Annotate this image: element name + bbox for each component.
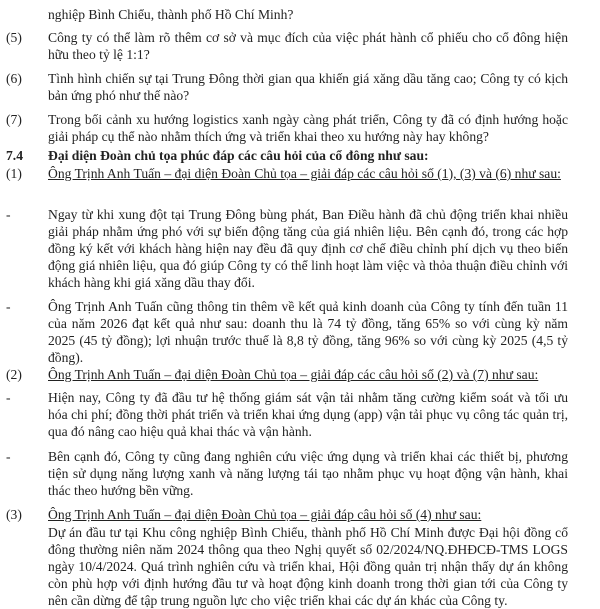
answer-2-bullet-1	[6, 389, 568, 440]
question-text: Công ty có thể làm rõ thêm cơ sở và mục đích của việc phát hành cổ phiếu cho cổ đông hiện hữu theo tỷ lệ 1:1?	[48, 30, 568, 62]
question-7	[6, 111, 568, 145]
answer-heading: Ông Trịnh Anh Tuấn – đại diện Đoàn Chủ tọa – giải đáp các câu hỏi số (2) và (7) như sau:	[48, 367, 539, 382]
item-number: (3)	[6, 507, 22, 522]
question-text: Trong bối cảnh xu hướng logistics xanh ngày càng phát triển, Công ty đã có định hướng hoặc giải pháp cụ thể nào nhằm thích ứng và triển khai theo xu hướng này hay không?	[48, 112, 568, 144]
answer-2-bullet-2	[6, 448, 568, 499]
answer-heading: Ông Trịnh Anh Tuấn – đại diện Đoàn Chủ tọa – giải đáp các câu hỏi số (1), (3) và (6) như sau:	[48, 166, 561, 181]
bullet-marker: -	[6, 449, 11, 464]
item-number: (6)	[6, 71, 22, 86]
section-number: 7.4	[6, 148, 23, 163]
section-title: Đại diện Đoàn chủ tọa phúc đáp các câu hỏi của cổ đông như sau:	[48, 148, 429, 163]
answer-2-heading	[6, 366, 568, 383]
bullet-text: Ngay từ khi xung đột tại Trung Đông bùng phát, Ban Điều hành đã chủ động triển khai nhiều giải pháp nhằm ứng phó với sự biến động tăng của giá nhiên liệu. Bên cạnh đó, trong các hợp đồng ký kết với khách hàng hiện nay đều đã quy định cơ chế điều chỉnh phí dịch vụ theo biến động giá nhiên liệu, qua đó giúp Công ty có thể linh hoạt làm việc và thỏa thuận điều chỉnh với khách hàng khi giá xăng dầu thay đổi.	[48, 207, 568, 290]
bullet-text: Ông Trịnh Anh Tuấn cũng thông tin thêm về kết quả kinh doanh của Công ty tính đến tuần 11 của năm 2026 đạt kết quả như sau: doanh thu là 74 tỷ đồng, tăng 65% so với cùng kỳ năm 2025 (45 tỷ đồng); lợi nhuận trước thuế là 8,8 tỷ đồng, tăng 96% so với cùng kỳ 2025 (4,5 tỷ đồng).	[48, 299, 568, 365]
item-number: (2)	[6, 367, 22, 382]
continuation-text: nghiệp Bình Chiểu, thành phố Hồ Chí Minh?	[48, 7, 294, 22]
question-6	[6, 70, 568, 104]
section-heading	[6, 147, 568, 164]
item-number: (7)	[6, 112, 22, 127]
item-number: (1)	[6, 166, 22, 181]
bullet-text: Bên cạnh đó, Công ty cũng đang nghiên cứu việc ứng dụng và triển khai các thiết bị, phương tiện sử dụng năng lượng xanh và năng lượng tái tạo nhằm phục vụ hoạt động vận hành, khai thác theo hướng bền vững.	[48, 449, 568, 498]
item-number: (5)	[6, 30, 22, 45]
bullet-marker: -	[6, 299, 11, 314]
answer-paragraph: Dự án đầu tư tại Khu công nghiệp Bình Chiểu, thành phố Hồ Chí Minh được Đại hội đồng cổ đông thường niên năm 2024 thông qua theo Nghị quyết số 02/2024/NQ.ĐHĐCĐ-TMS LOGS ngày 10/4/2024. Quá trình nghiên cứu và triển khai, Hội đồng quản trị nhận thấy dự án không còn phù hợp với định hướng đầu tư và hoạt động kinh doanh trong thời gian tới của Công ty nên cần dừng để tập trung nguồn lực cho việc triển khai các dự án khác của Công ty.	[48, 525, 568, 608]
answer-3-paragraph	[6, 524, 568, 609]
answer-3-heading	[6, 506, 568, 523]
answer-1-heading	[6, 165, 568, 182]
bullet-marker: -	[6, 390, 11, 405]
answer-heading: Ông Trịnh Anh Tuấn – đại diện Đoàn Chủ tọa – giải đáp câu hỏi số (4) như sau:	[48, 507, 482, 522]
question-4-continuation	[6, 6, 568, 23]
answer-1-bullet-2	[6, 298, 568, 366]
question-text: Tình hình chiến sự tại Trung Đông thời gian qua khiến giá xăng dầu tăng cao; Công ty có kịch bản ứng phó như thế nào?	[48, 71, 568, 103]
bullet-marker: -	[6, 207, 11, 222]
question-5	[6, 29, 568, 63]
answer-1-bullet-1	[6, 206, 568, 291]
bullet-text: Hiện nay, Công ty đã đầu tư hệ thống giám sát vận tải nhằm tăng cường kiểm soát và tối ưu hóa chi phí; đồng thời phát triển và triển khai ứng dụng (app) vận tải phục vụ công tác quản trị, qua đó nâng cao hiệu quả khai thác và vận hành.	[48, 390, 568, 439]
